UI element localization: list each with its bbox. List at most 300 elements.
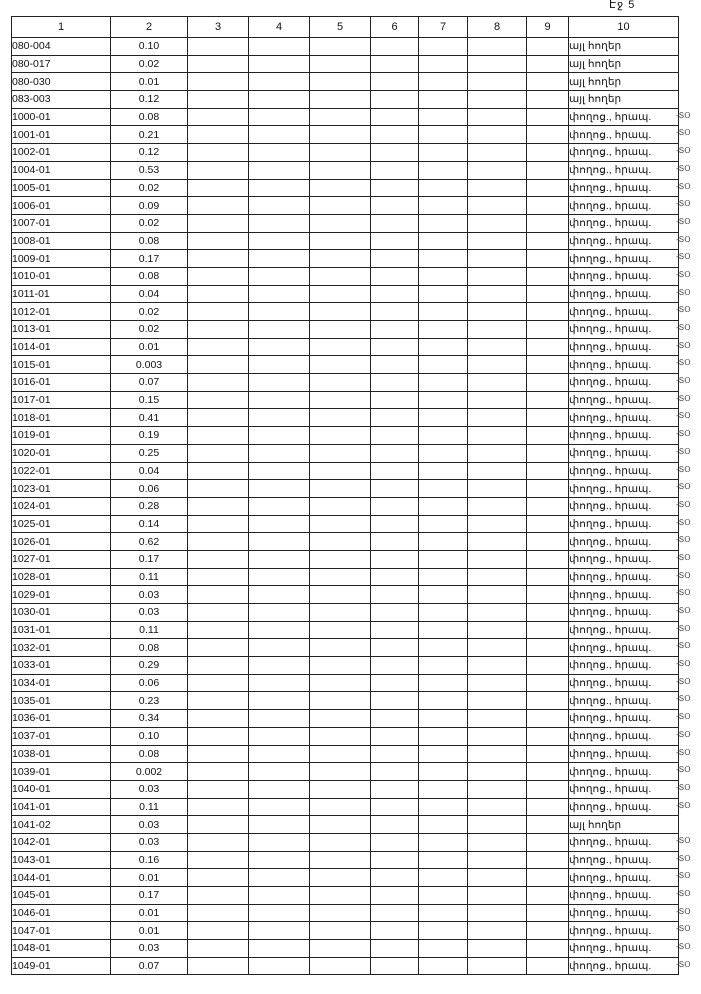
land-type-cell: փողոց., հրապ. xyxy=(569,621,679,639)
parcel-code-cell: 1019-01 xyxy=(12,427,111,445)
parcel-code-cell: 1004-01 xyxy=(12,161,111,179)
land-type-cell: փողոց., հրապ. xyxy=(569,798,679,816)
empty-cell xyxy=(249,179,310,197)
side-mark: -ՏՕ xyxy=(676,500,691,509)
empty-cell xyxy=(188,179,249,197)
col-header: 1 xyxy=(12,17,111,38)
area-value-cell: 0.11 xyxy=(111,798,188,816)
empty-cell xyxy=(371,144,419,162)
side-mark: -ՏՕ xyxy=(676,252,691,261)
empty-cell xyxy=(310,427,371,445)
table-row xyxy=(12,303,679,321)
empty-cell xyxy=(419,427,468,445)
side-mark: -ՏՕ xyxy=(676,394,691,403)
empty-cell xyxy=(527,497,569,515)
empty-cell xyxy=(419,356,468,374)
empty-cell xyxy=(310,586,371,604)
empty-cell xyxy=(371,214,419,232)
land-type-cell: փողոց., հրապ. xyxy=(569,887,679,905)
parcel-code-cell: 1043-01 xyxy=(12,851,111,869)
empty-cell xyxy=(468,692,527,710)
empty-cell xyxy=(249,940,310,958)
parcel-code-cell: 1029-01 xyxy=(12,586,111,604)
parcel-code-cell: 1038-01 xyxy=(12,745,111,763)
land-type-cell: փողոց., հրապ. xyxy=(569,957,679,975)
land-type-cell: փողոց., հրապ. xyxy=(569,197,679,215)
empty-cell xyxy=(371,816,419,834)
empty-cell xyxy=(419,126,468,144)
parcel-code-cell: 080-017 xyxy=(12,55,111,73)
empty-cell xyxy=(371,321,419,339)
area-value-cell: 0.19 xyxy=(111,427,188,445)
empty-cell xyxy=(371,780,419,798)
side-mark: -ՏՕ xyxy=(676,217,691,226)
side-mark: -ՏՕ xyxy=(676,588,691,597)
parcel-code-cell: 1044-01 xyxy=(12,869,111,887)
side-mark: -ՏՕ xyxy=(676,482,691,491)
area-value-cell: 0.04 xyxy=(111,462,188,480)
empty-cell xyxy=(419,55,468,73)
empty-cell xyxy=(527,55,569,73)
empty-cell xyxy=(468,267,527,285)
land-type-cell: այլ հողեր xyxy=(569,38,679,56)
empty-cell xyxy=(371,550,419,568)
empty-cell xyxy=(249,692,310,710)
empty-cell xyxy=(527,621,569,639)
empty-cell xyxy=(249,197,310,215)
empty-cell xyxy=(188,161,249,179)
parcel-code-cell: 1033-01 xyxy=(12,657,111,675)
parcel-code-cell: 1036-01 xyxy=(12,710,111,728)
land-type-cell: փողոց., հրապ. xyxy=(569,444,679,462)
empty-cell xyxy=(419,604,468,622)
empty-cell xyxy=(310,922,371,940)
empty-cell xyxy=(310,727,371,745)
table-row xyxy=(12,161,679,179)
table-row xyxy=(12,727,679,745)
empty-cell xyxy=(527,303,569,321)
empty-cell xyxy=(188,922,249,940)
empty-cell xyxy=(310,550,371,568)
side-mark: -ՏՕ xyxy=(676,447,691,456)
empty-cell xyxy=(310,179,371,197)
empty-cell xyxy=(419,285,468,303)
empty-cell xyxy=(310,621,371,639)
land-type-cell: փողոց., հրապ. xyxy=(569,179,679,197)
empty-cell xyxy=(419,957,468,975)
empty-cell xyxy=(468,745,527,763)
empty-cell xyxy=(310,833,371,851)
side-mark: -ՏՕ xyxy=(676,146,691,155)
area-value-cell: 0.01 xyxy=(111,869,188,887)
parcel-code-cell: 1015-01 xyxy=(12,356,111,374)
table-row xyxy=(12,144,679,162)
empty-cell xyxy=(310,869,371,887)
empty-cell xyxy=(188,727,249,745)
empty-cell xyxy=(249,745,310,763)
table-row xyxy=(12,550,679,568)
side-mark: -ՏՕ xyxy=(676,305,691,314)
empty-cell xyxy=(188,763,249,781)
table-row xyxy=(12,55,679,73)
empty-cell xyxy=(371,692,419,710)
empty-cell xyxy=(419,497,468,515)
empty-cell xyxy=(249,798,310,816)
empty-cell xyxy=(527,957,569,975)
empty-cell xyxy=(371,763,419,781)
empty-cell xyxy=(419,515,468,533)
empty-cell xyxy=(188,710,249,728)
side-mark: -ՏՕ xyxy=(676,535,691,544)
area-value-cell: 0.03 xyxy=(111,780,188,798)
empty-cell xyxy=(188,550,249,568)
empty-cell xyxy=(249,444,310,462)
empty-cell xyxy=(188,798,249,816)
empty-cell xyxy=(310,851,371,869)
area-value-cell: 0.12 xyxy=(111,144,188,162)
col-header: 2 xyxy=(111,17,188,38)
empty-cell xyxy=(419,73,468,91)
col-header: 8 xyxy=(468,17,527,38)
land-type-cell: փողոց., հրապ. xyxy=(569,922,679,940)
table-row xyxy=(12,657,679,675)
empty-cell xyxy=(468,710,527,728)
parcel-code-cell: 1047-01 xyxy=(12,922,111,940)
area-value-cell: 0.03 xyxy=(111,586,188,604)
land-type-cell: փողոց., հրապ. xyxy=(569,550,679,568)
empty-cell xyxy=(188,91,249,109)
land-type-cell: փողոց., հրապ. xyxy=(569,657,679,675)
empty-cell xyxy=(371,427,419,445)
land-type-cell: փողոց., հրապ. xyxy=(569,533,679,551)
empty-cell xyxy=(371,179,419,197)
empty-cell xyxy=(188,303,249,321)
empty-cell xyxy=(419,108,468,126)
empty-cell xyxy=(527,144,569,162)
empty-cell xyxy=(468,727,527,745)
empty-cell xyxy=(249,763,310,781)
empty-cell xyxy=(527,940,569,958)
empty-cell xyxy=(468,621,527,639)
empty-cell xyxy=(468,957,527,975)
empty-cell xyxy=(310,73,371,91)
side-mark: -ՏՕ xyxy=(676,270,691,279)
side-mark: -ՏՕ xyxy=(676,429,691,438)
empty-cell xyxy=(310,515,371,533)
empty-cell xyxy=(419,869,468,887)
empty-cell xyxy=(249,727,310,745)
empty-cell xyxy=(468,144,527,162)
empty-cell xyxy=(419,533,468,551)
empty-cell xyxy=(371,55,419,73)
parcel-code-cell: 1049-01 xyxy=(12,957,111,975)
parcel-code-cell: 1006-01 xyxy=(12,197,111,215)
empty-cell xyxy=(419,851,468,869)
empty-cell xyxy=(419,391,468,409)
area-value-cell: 0.06 xyxy=(111,480,188,498)
table-row xyxy=(12,869,679,887)
parcel-code-cell: 1011-01 xyxy=(12,285,111,303)
empty-cell xyxy=(527,710,569,728)
area-value-cell: 0.04 xyxy=(111,285,188,303)
empty-cell xyxy=(249,639,310,657)
empty-cell xyxy=(468,250,527,268)
empty-cell xyxy=(249,462,310,480)
area-value-cell: 0.02 xyxy=(111,55,188,73)
empty-cell xyxy=(468,197,527,215)
empty-cell xyxy=(527,869,569,887)
land-type-cell: այլ հողեր xyxy=(569,73,679,91)
side-mark: -ՏՕ xyxy=(676,694,691,703)
empty-cell xyxy=(249,73,310,91)
empty-cell xyxy=(188,533,249,551)
empty-cell xyxy=(527,73,569,91)
land-type-cell: փողոց., հրապ. xyxy=(569,480,679,498)
empty-cell xyxy=(310,745,371,763)
parcel-code-cell: 1005-01 xyxy=(12,179,111,197)
empty-cell xyxy=(188,321,249,339)
empty-cell xyxy=(371,444,419,462)
empty-cell xyxy=(371,38,419,56)
empty-cell xyxy=(419,798,468,816)
empty-cell xyxy=(249,515,310,533)
empty-cell xyxy=(249,657,310,675)
empty-cell xyxy=(419,144,468,162)
parcel-code-cell: 1022-01 xyxy=(12,462,111,480)
parcel-code-cell: 083-003 xyxy=(12,91,111,109)
side-mark: -ՏՕ xyxy=(676,323,691,332)
side-mark: -ՏՕ xyxy=(676,783,691,792)
area-value-cell: 0.14 xyxy=(111,515,188,533)
empty-cell xyxy=(419,338,468,356)
land-type-cell: փողոց., հրապ. xyxy=(569,374,679,392)
empty-cell xyxy=(188,780,249,798)
parcel-code-cell: 1023-01 xyxy=(12,480,111,498)
land-type-cell: փողոց., հրապ. xyxy=(569,108,679,126)
area-value-cell: 0.28 xyxy=(111,497,188,515)
table-row xyxy=(12,179,679,197)
empty-cell xyxy=(310,91,371,109)
table-row xyxy=(12,356,679,374)
side-mark: -ՏՕ xyxy=(676,411,691,420)
empty-cell xyxy=(527,444,569,462)
empty-cell xyxy=(419,197,468,215)
area-value-cell: 0.02 xyxy=(111,214,188,232)
empty-cell xyxy=(371,922,419,940)
empty-cell xyxy=(188,391,249,409)
empty-cell xyxy=(249,391,310,409)
empty-cell xyxy=(188,904,249,922)
empty-cell xyxy=(419,38,468,56)
area-value-cell: 0.07 xyxy=(111,374,188,392)
table-row xyxy=(12,940,679,958)
empty-cell xyxy=(371,887,419,905)
area-value-cell: 0.03 xyxy=(111,940,188,958)
land-type-cell: փողոց., հրապ. xyxy=(569,869,679,887)
empty-cell xyxy=(188,816,249,834)
empty-cell xyxy=(249,55,310,73)
table-row xyxy=(12,692,679,710)
table-row xyxy=(12,214,679,232)
empty-cell xyxy=(310,798,371,816)
empty-cell xyxy=(249,497,310,515)
empty-cell xyxy=(527,692,569,710)
land-type-cell: փողոց., հրապ. xyxy=(569,250,679,268)
empty-cell xyxy=(468,780,527,798)
empty-cell xyxy=(188,692,249,710)
parcel-code-cell: 080-004 xyxy=(12,38,111,56)
table-row xyxy=(12,957,679,975)
side-mark: -ՏՕ xyxy=(676,341,691,350)
empty-cell xyxy=(188,267,249,285)
empty-cell xyxy=(249,321,310,339)
side-mark: -ՏՕ xyxy=(676,571,691,580)
empty-cell xyxy=(468,639,527,657)
empty-cell xyxy=(188,586,249,604)
land-type-cell: փողոց., հրապ. xyxy=(569,144,679,162)
side-mark: -ՏՕ xyxy=(676,164,691,173)
empty-cell xyxy=(468,374,527,392)
empty-cell xyxy=(188,232,249,250)
area-value-cell: 0.12 xyxy=(111,91,188,109)
empty-cell xyxy=(310,780,371,798)
land-type-cell: փողոց., հրապ. xyxy=(569,338,679,356)
empty-cell xyxy=(527,38,569,56)
empty-cell xyxy=(371,391,419,409)
empty-cell xyxy=(371,267,419,285)
empty-cell xyxy=(419,409,468,427)
parcel-code-cell: 1014-01 xyxy=(12,338,111,356)
land-type-cell: փողոց., հրապ. xyxy=(569,833,679,851)
empty-cell xyxy=(371,250,419,268)
empty-cell xyxy=(188,957,249,975)
empty-cell xyxy=(527,250,569,268)
empty-cell xyxy=(468,904,527,922)
empty-cell xyxy=(527,515,569,533)
empty-cell xyxy=(527,427,569,445)
land-type-cell: փողոց., հրապ. xyxy=(569,586,679,604)
empty-cell xyxy=(419,550,468,568)
empty-cell xyxy=(188,73,249,91)
empty-cell xyxy=(249,285,310,303)
area-value-cell: 0.21 xyxy=(111,126,188,144)
empty-cell xyxy=(249,586,310,604)
side-mark: -ՏՕ xyxy=(676,235,691,244)
side-mark: -ՏՕ xyxy=(676,606,691,615)
parcel-code-cell: 1041-01 xyxy=(12,798,111,816)
empty-cell xyxy=(419,657,468,675)
area-value-cell: 0.53 xyxy=(111,161,188,179)
land-type-cell: փողոց., հրապ. xyxy=(569,462,679,480)
empty-cell xyxy=(419,940,468,958)
empty-cell xyxy=(249,126,310,144)
empty-cell xyxy=(419,480,468,498)
land-type-cell: փողոց., հրապ. xyxy=(569,161,679,179)
empty-cell xyxy=(371,798,419,816)
area-value-cell: 0.02 xyxy=(111,321,188,339)
empty-cell xyxy=(188,38,249,56)
side-mark: -ՏՕ xyxy=(676,907,691,916)
empty-cell xyxy=(527,887,569,905)
empty-cell xyxy=(419,161,468,179)
land-type-cell: փողոց., հրապ. xyxy=(569,321,679,339)
side-mark: -ՏՕ xyxy=(676,182,691,191)
empty-cell xyxy=(188,285,249,303)
empty-cell xyxy=(371,161,419,179)
col-header: 6 xyxy=(371,17,419,38)
empty-cell xyxy=(527,214,569,232)
area-value-cell: 0.34 xyxy=(111,710,188,728)
empty-cell xyxy=(371,303,419,321)
side-mark: -ՏՕ xyxy=(676,111,691,120)
empty-cell xyxy=(371,356,419,374)
side-mark: -ՏՕ xyxy=(676,924,691,933)
land-type-cell: փողոց., հրապ. xyxy=(569,409,679,427)
empty-cell xyxy=(468,38,527,56)
empty-cell xyxy=(419,692,468,710)
empty-cell xyxy=(468,586,527,604)
empty-cell xyxy=(419,639,468,657)
land-type-cell: այլ հողեր xyxy=(569,91,679,109)
empty-cell xyxy=(249,851,310,869)
empty-cell xyxy=(468,851,527,869)
empty-cell xyxy=(310,710,371,728)
empty-cell xyxy=(468,833,527,851)
empty-cell xyxy=(188,427,249,445)
empty-cell xyxy=(371,710,419,728)
empty-cell xyxy=(371,869,419,887)
empty-cell xyxy=(310,763,371,781)
empty-cell xyxy=(527,816,569,834)
parcel-code-cell: 1039-01 xyxy=(12,763,111,781)
parcel-code-cell: 1046-01 xyxy=(12,904,111,922)
table-row xyxy=(12,798,679,816)
empty-cell xyxy=(249,904,310,922)
parcel-code-cell: 1035-01 xyxy=(12,692,111,710)
land-type-cell: փողոց., հրապ. xyxy=(569,727,679,745)
empty-cell xyxy=(527,922,569,940)
empty-cell xyxy=(310,232,371,250)
empty-cell xyxy=(249,232,310,250)
empty-cell xyxy=(371,232,419,250)
empty-cell xyxy=(188,144,249,162)
parcel-code-cell: 1000-01 xyxy=(12,108,111,126)
empty-cell xyxy=(468,338,527,356)
empty-cell xyxy=(468,55,527,73)
empty-cell xyxy=(249,108,310,126)
parcel-code-cell: 1032-01 xyxy=(12,639,111,657)
land-type-cell: փողոց., հրապ. xyxy=(569,126,679,144)
empty-cell xyxy=(527,586,569,604)
empty-cell xyxy=(419,374,468,392)
empty-cell xyxy=(310,356,371,374)
empty-cell xyxy=(419,214,468,232)
empty-cell xyxy=(419,303,468,321)
empty-cell xyxy=(371,833,419,851)
area-value-cell: 0.10 xyxy=(111,38,188,56)
empty-cell xyxy=(371,639,419,657)
empty-cell xyxy=(310,214,371,232)
land-type-cell: փողոց., հրապ. xyxy=(569,568,679,586)
table-row xyxy=(12,851,679,869)
side-mark: -ՏՕ xyxy=(676,712,691,721)
empty-cell xyxy=(419,179,468,197)
empty-cell xyxy=(468,232,527,250)
table-row xyxy=(12,197,679,215)
parcel-code-cell: 1026-01 xyxy=(12,533,111,551)
empty-cell xyxy=(249,816,310,834)
empty-cell xyxy=(249,621,310,639)
